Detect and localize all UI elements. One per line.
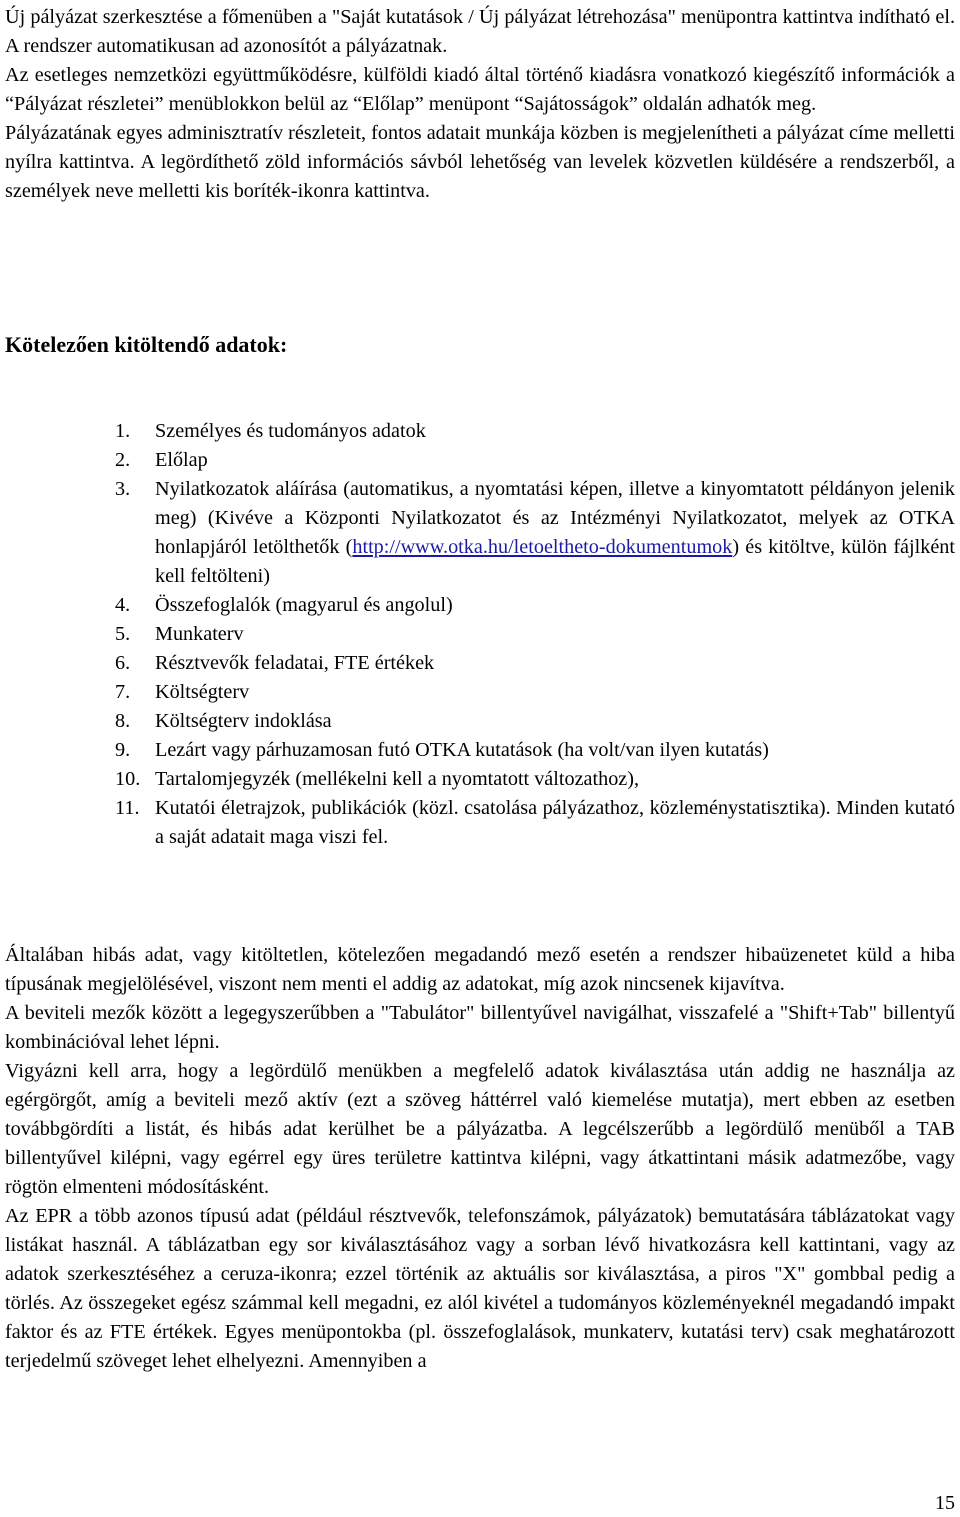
list-item: 5. Munkaterv <box>115 623 244 645</box>
list-item: 9. Lezárt vagy párhuzamosan futó OTKA kutatások (ha volt/van ilyen kutatás) <box>115 739 769 761</box>
required-data-list <box>115 417 955 852</box>
intro-paragraph-3: Pályázatának egyes adminisztratív részleteit, fontos adatait munkája közben is megjelenítheti a pályázat címe melletti nyílra kattintva. A legördíthető zöld információs sávból lehetőség van levelek közvetlen küldésére a rendszerből, a személyek neve melletti kis boríték-ikonra kattintva. <box>5 122 955 202</box>
notes-paragraph-2: A beviteli mezők között a legegyszerűbben a "Tabulátor" billentyűvel navigálhat, visszafelé a "Shift+Tab" billentyű kombinációval lehet lépni. <box>5 1002 955 1053</box>
intro-section <box>5 3 955 206</box>
notes-paragraph-3: Vigyázni kell arra, hogy a legördülő menükben a megfelelő adatok kiválasztása után addig ne használja az egérgörgőt, amíg a beviteli mező aktív (ezt a szöveg háttérrel való kiemelése mutatja), mert ebben az esetben továbbgördíti a listát, és hibás adat kerülhet be a pályázatba. A legcélszerűbb a legördülő menüből a TAB billentyűvel kilépni, vagy egérrel egy üres területre kattintva kilépni, vagy átkattintani másik adatmezőbe, vagy rögtön elmenteni módosításként. <box>5 1060 955 1198</box>
list-item: 4. Összefoglalók (magyarul és angolul) <box>115 594 453 616</box>
intro-paragraph-2: Az esetleges nemzetközi együttműködésre, külföldi kiadó által történő kiadásra vonatkozó kiegészítő információk a “Pályázat részletei” menüblokkon belül az “Előlap” menüpont “Sajátosságok” oldalán adhatók meg. <box>5 64 955 115</box>
notes-section <box>5 941 955 1376</box>
list-item: 11. Kutatói életrajzok, publikációk (közl. csatolása pályázathoz, közleménystatisztika). Minden kutató a saját adatait maga viszi fel. <box>115 797 955 848</box>
list-item: 2. Előlap <box>115 449 208 471</box>
notes-paragraph-4: Az EPR a több azonos típusú adat (például résztvevők, telefonszámok, pályázatok) bemutatására táblázatokat vagy listákat használ. A táblázatban egy sor kiválasztásához vagy a sorban lévő hivatkozásra kell kattintani, vagy az adatok szerkesztéséhez a ceruza-ikonra; ezzel történik az aktuális sor kiválasztása, a piros "X" gombbal pedig a törlés. Az összegeket egész számmal kell megadni, ez alól kivétel a tudományos közleményeknél megadandó impakt faktor és az FTE értékek. Egyes menüpontokba (pl. összefoglalások, munkaterv, kutatási terv) csak meghatározott terjedelmű szöveget lehet elhelyezni. Amennyiben a <box>5 1205 955 1372</box>
list-item: 8. Költségterv indoklása <box>115 710 332 732</box>
list-item: 10. Tartalomjegyzék (mellékelni kell a nyomtatott változathoz), <box>115 768 640 790</box>
list-item: 7. Költségterv <box>115 681 250 703</box>
notes-paragraph-1: Általában hibás adat, vagy kitöltetlen, kötelezően megadandó mező esetén a rendszer hibaüzenetet küld a hiba típusának megjelölésével, viszont nem menti el addig az adatokat, míg azok nincsenek kijavítva. <box>5 944 955 995</box>
download-link[interactable]: http://www.otka.hu/letoeltheto-dokumentumok <box>352 536 733 558</box>
section-heading: Kötelezően kitöltendő adatok: <box>5 332 288 357</box>
list-item: 1. Személyes és tudományos adatok <box>115 420 426 442</box>
list-item: 3. Nyilatkozatok aláírása (automatikus, a nyomtatási képen, illetve a kinyomtatott példányon jelenik meg) (Kivéve a Központi Nyilatkozatot és az Intézményi Nyilatkozatot, melyek az OTKA honlapjáról letölthetők (http://www.otka.hu/letoeltheto-dokumentumok) és kitöltve, külön fájlként kell feltölteni) <box>115 478 955 587</box>
list-item: 6. Résztvevők feladatai, FTE értékek <box>115 652 435 674</box>
page-number: 15 <box>935 1492 955 1514</box>
intro-paragraph-1: Új pályázat szerkesztése a főmenüben a "Saját kutatások / Új pályázat létrehozása" menüpontra kattintva indítható el. A rendszer automatikusan ad azonosítót a pályázatnak. <box>5 6 955 57</box>
